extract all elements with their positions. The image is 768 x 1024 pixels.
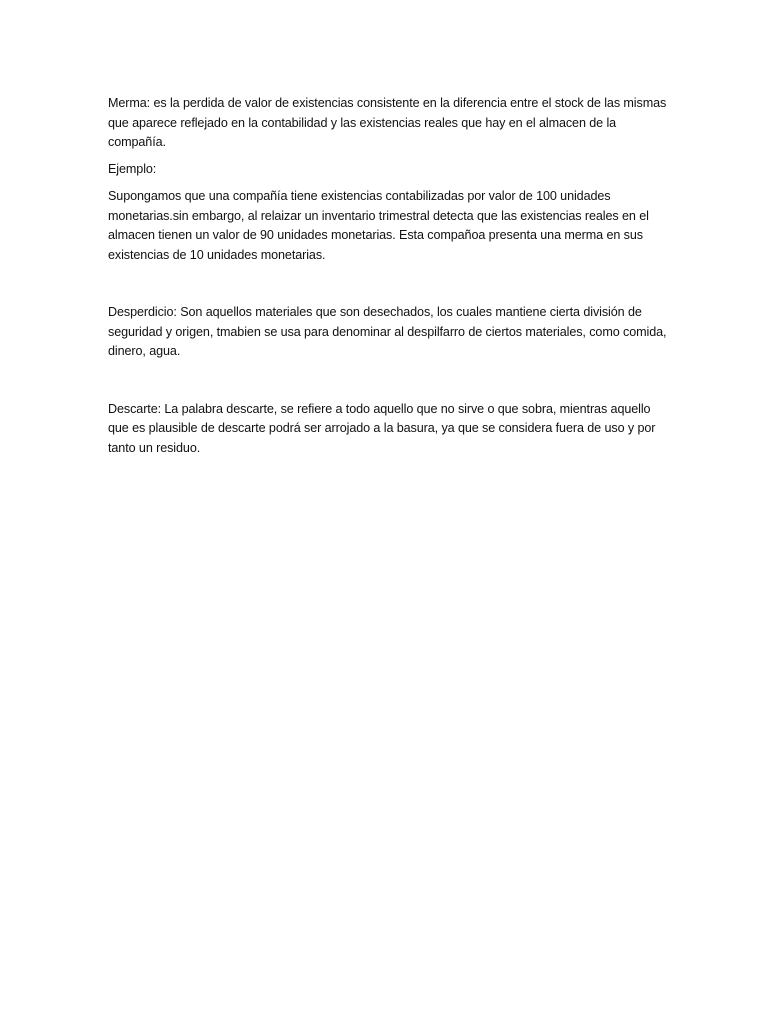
paragraph-descarte: Descarte: La palabra descarte, se refiere a todo aquello que no sirve o que sobra, mientras aquello que es plausible de descarte podrá ser arrojado a la basura, ya que se considera fuera de uso y por tanto un residuo. [108, 401, 656, 455]
paragraph-merma: Merma: es la perdida de valor de existencias consistente en la diferencia entre el stock de las mismas que aparece reflejado en la contabilidad y las existencias reales que hay en el almacen de la compañía. [108, 96, 667, 149]
paragraph-ejemplo: Ejemplo: [108, 161, 157, 176]
document-body [108, 94, 668, 458]
paragraph-desperdicio: Desperdicio: Son aquellos materiales que son desechados, los cuales mantiene cierta división de seguridad y origen, tmabien se usa para denominar al despilfarro de ciertos materiales, como comida, dinero, agua. [108, 305, 667, 358]
paragraph-supongamos: Supongamos que una compañía tiene existencias contabilizadas por valor de 100 unidades monetarias.sin embargo, al relaizar un inventario trimestral detecta que las existencias reales en el almacen tienen un valor de 90 unidades monetarias. Esta compañoa presenta una merma en sus existencias de 10 unidades monetarias. [108, 189, 649, 262]
